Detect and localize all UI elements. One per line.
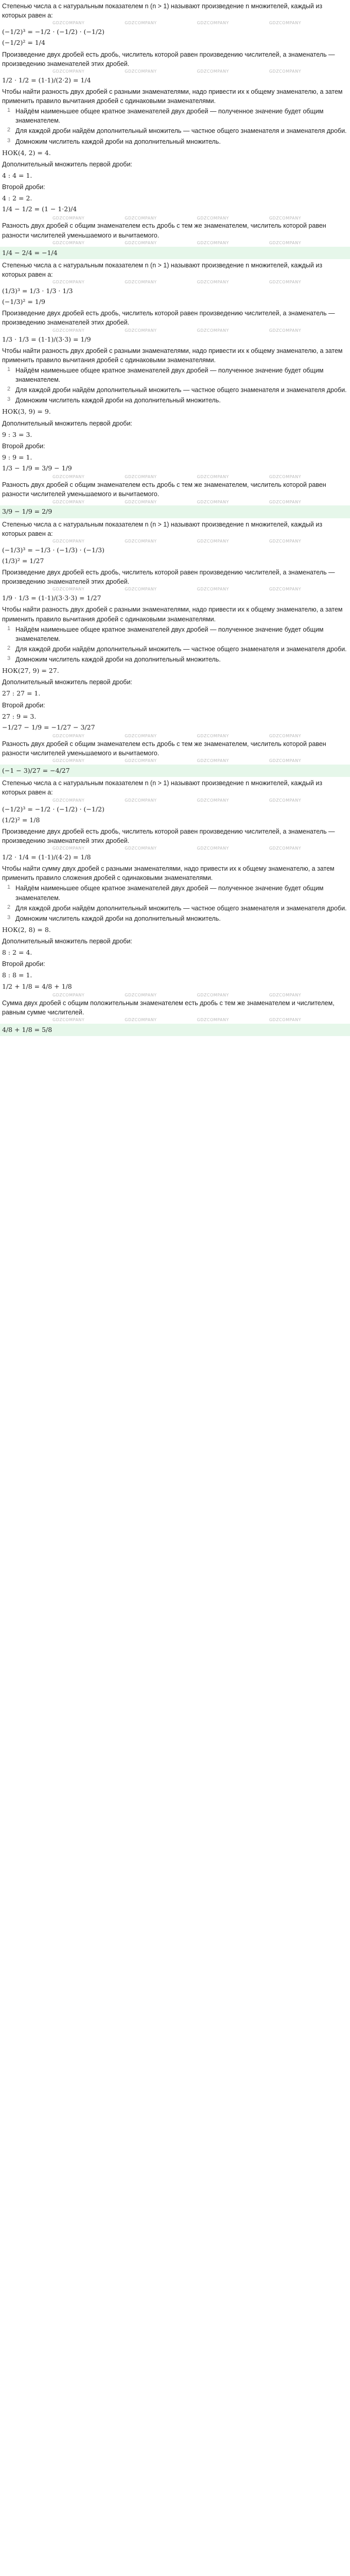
watermark: GDZCOMPANY <box>197 69 229 74</box>
rule-item <box>7 106 348 126</box>
fraction-calc: 1/3 − 1/9 = 3/9 − 1/9 <box>2 464 72 472</box>
rule-list <box>2 883 348 924</box>
watermark: GDZCOMPANY <box>125 215 157 221</box>
rule-text: Найдём наименьшее общее кратное знаменателей двух дробей — полученное значение будет общим знаменателем. <box>15 108 324 125</box>
fraction-calc: −1/27 − 1/9 = −1/27 − 3/27 <box>2 723 95 731</box>
rule-number: 1 <box>7 884 11 891</box>
watermark: GDZCOMPANY <box>52 758 85 764</box>
watermark-row <box>2 993 348 998</box>
rule-list <box>2 365 348 406</box>
common-denominator-intro: Чтобы найти разность двух дробей с разными знаменателями, надо привести их к общему знаменателю, а затем применить правило вычитания дробей с одинаковыми знаменателями. <box>2 88 343 105</box>
answer-box: 3/9 − 1/9 = 2/9 <box>0 505 350 518</box>
first-multiplier-label: Дополнительный множитель первой дроби: <box>2 679 132 686</box>
watermark: GDZCOMPANY <box>269 538 302 544</box>
product-calc: 1/2 · 1/4 = (1·1)/(4·2) = 1/8 <box>2 853 91 861</box>
rule-item <box>7 654 348 665</box>
watermark: GDZCOMPANY <box>269 499 302 504</box>
rule-item <box>7 365 348 385</box>
watermark: GDZCOMPANY <box>125 240 157 245</box>
watermark: GDZCOMPANY <box>52 798 85 803</box>
watermark: GDZCOMPANY <box>197 846 229 851</box>
watermark: GDZCOMPANY <box>269 846 302 851</box>
same-denominator-rule: Разность двух дробей с общим знаменателем есть дробь с тем же знаменателем, числитель которой равен разности числителей уменьшаемого и вычитаемого. <box>2 222 326 239</box>
power-expansion: (−1/2)³ = −1/2 · (−1/2) · (−1/2) <box>2 28 104 36</box>
watermark: GDZCOMPANY <box>52 240 85 245</box>
rule-text: Для каждой дроби найдём дополнительный множитель — частное общего знаменателя и знаменателя дроби. <box>15 904 347 912</box>
rule-item <box>7 903 348 913</box>
rule-number: 1 <box>7 107 11 114</box>
rule-number: 1 <box>7 366 11 372</box>
watermark: GDZCOMPANY <box>125 21 157 26</box>
watermark-row <box>2 734 348 739</box>
answer-box: (−1 − 3)/27 = −4/27 <box>0 765 350 777</box>
watermark-row <box>2 474 348 480</box>
rule-item <box>7 395 348 405</box>
rule-number: 2 <box>7 386 11 393</box>
rule-number: 3 <box>7 914 11 921</box>
watermark: GDZCOMPANY <box>52 69 85 74</box>
product-rule: Произведение двух дробей есть дробь, числитель которой равен произведению числителей, а знаменатель — произведению знаменателей этих дробей. <box>2 569 335 586</box>
power-definition: Степенью числа a с натуральным показателем n (n > 1) называют произведение n множителей, каждый из которых равен a: <box>2 779 323 796</box>
watermark: GDZCOMPANY <box>125 328 157 333</box>
power-expansion: (1/3)³ = 1/3 · 1/3 · 1/3 <box>2 287 73 295</box>
rule-text: Домножим числитель каждой дроби на дополнительный множитель. <box>15 397 221 404</box>
common-denominator-intro: Чтобы найти разность двух дробей с разными знаменателями, надо привести их к общему знаменателю, а затем применить правило вычитания дробей с одинаковыми знаменателями. <box>2 606 343 623</box>
watermark-row <box>2 69 348 74</box>
rule-text: Для каждой дроби найдём дополнительный множитель — частное общего знаменателя и знаменателя дроби. <box>15 386 347 394</box>
product-calc: 1/9 · 1/3 = (1·1)/(3·3·3) = 1/27 <box>2 594 101 602</box>
rule-number: 3 <box>7 655 11 662</box>
rule-list <box>2 624 348 665</box>
power-expansion: (1/3)² = 1/27 <box>2 556 44 565</box>
watermark: GDZCOMPANY <box>269 280 302 285</box>
solution-block-1 <box>2 1 348 259</box>
power-expansion: (−1/2)² = 1/4 <box>2 39 45 47</box>
watermark: GDZCOMPANY <box>125 280 157 285</box>
second-multiplier-label: Второй дроби: <box>2 701 45 709</box>
watermark: GDZCOMPANY <box>125 538 157 544</box>
watermark: GDZCOMPANY <box>52 328 85 333</box>
watermark: GDZCOMPANY <box>197 499 229 504</box>
first-multiplier-label: Дополнительный множитель первой дроби: <box>2 938 132 945</box>
watermark: GDZCOMPANY <box>269 215 302 221</box>
watermark: GDZCOMPANY <box>125 992 157 997</box>
rule-item <box>7 883 348 903</box>
watermark-row <box>2 215 348 221</box>
second-multiplier-label: Второй дроби: <box>2 960 45 968</box>
watermark: GDZCOMPANY <box>125 69 157 74</box>
rule-text: Домножим числитель каждой дроби на дополнительный множитель. <box>15 656 221 663</box>
watermark-row <box>2 328 348 333</box>
fraction-calc: 1/4 − 1/2 = (1 − 1·2)/4 <box>2 205 77 213</box>
rule-item <box>7 137 348 147</box>
fraction-calc: 1/2 + 1/8 = 4/8 + 1/8 <box>2 982 72 990</box>
watermark: GDZCOMPANY <box>197 992 229 997</box>
common-denominator-intro: Чтобы найти сумму двух дробей с разными знаменателями, надо привести их к общему знаменателю, а затем применить правило сложения дробей с одинаковыми знаменателями. <box>2 865 335 882</box>
product-rule: Произведение двух дробей есть дробь, числитель которой равен произведению числителей, а знаменатель — произведению знаменателей этих дробей. <box>2 310 335 327</box>
solution-block-2 <box>2 260 348 518</box>
watermark: GDZCOMPANY <box>269 328 302 333</box>
same-denominator-rule: Разность двух дробей с общим знаменателем есть дробь с тем же знаменателем, числитель которой равен разности числителей уменьшаемого и вычитаемого. <box>2 481 326 498</box>
answer-box: 1/4 − 2/4 = −1/4 <box>0 247 350 259</box>
watermark: GDZCOMPANY <box>197 587 229 592</box>
watermark: GDZCOMPANY <box>269 758 302 764</box>
watermark: GDZCOMPANY <box>125 846 157 851</box>
common-denominator-intro: Чтобы найти разность двух дробей с разными знаменателями, надо привести их к общему знаменателю, а затем применить правило вычитания дробей с одинаковыми знаменателями. <box>2 347 343 364</box>
solution-block-3 <box>2 519 348 777</box>
rule-item <box>7 624 348 644</box>
power-expansion: (1/2)² = 1/8 <box>2 816 40 824</box>
rule-text: Найдём наименьшее общее кратное знаменателей двух дробей — полученное значение будет общим знаменателем. <box>15 366 324 383</box>
rule-text: Найдём наименьшее общее кратное знаменателей двух дробей — полученное значение будет общим знаменателем. <box>15 625 324 642</box>
lcm-value: НОК(4, 2) = 4. <box>2 148 51 157</box>
watermark: GDZCOMPANY <box>197 758 229 764</box>
rule-number: 3 <box>7 396 11 403</box>
watermark: GDZCOMPANY <box>52 538 85 544</box>
power-expansion: (−1/3)² = 1/9 <box>2 298 45 306</box>
rule-number: 3 <box>7 137 11 144</box>
watermark-row <box>2 499 348 504</box>
watermark: GDZCOMPANY <box>125 587 157 592</box>
solution-block-4 <box>2 778 348 1036</box>
same-denominator-rule: Сумма двух дробей с общим положительным знаменателем есть дробь с тем же знаменателем и числителем, равным сумме числителей. <box>2 999 335 1016</box>
watermark: GDZCOMPANY <box>125 1018 157 1023</box>
watermark: GDZCOMPANY <box>125 474 157 480</box>
watermark: GDZCOMPANY <box>197 538 229 544</box>
watermark: GDZCOMPANY <box>197 21 229 26</box>
first-multiplier-label: Дополнительный множитель первой дроби: <box>2 419 132 427</box>
lcm-value: НОК(3, 9) = 9. <box>2 408 51 416</box>
watermark: GDZCOMPANY <box>197 280 229 285</box>
watermark: GDZCOMPANY <box>197 240 229 245</box>
product-rule: Произведение двух дробей есть дробь, числитель которой равен произведению числителей, а знаменатель — произведению знаменателей этих дробей. <box>2 827 335 844</box>
first-multiplier: 9 : 3 = 3. <box>2 430 32 438</box>
lcm-value: НОК(27, 9) = 27. <box>2 667 59 675</box>
watermark-row <box>2 539 348 544</box>
same-denominator-rule: Разность двух дробей с общим знаменателем есть дробь с тем же знаменателем, числитель которой равен разности числителей уменьшаемого и вычитаемого. <box>2 740 326 757</box>
first-multiplier: 8 : 2 = 4. <box>2 948 32 957</box>
rule-number: 2 <box>7 645 11 651</box>
watermark-row <box>2 21 348 26</box>
watermark: GDZCOMPANY <box>269 798 302 803</box>
watermark: GDZCOMPANY <box>52 215 85 221</box>
second-multiplier-label: Второй дроби: <box>2 442 45 450</box>
power-definition: Степенью числа a с натуральным показателем n (n > 1) называют произведение n множителей, каждый из которых равен a: <box>2 261 323 278</box>
watermark: GDZCOMPANY <box>52 992 85 997</box>
rule-item <box>7 385 348 395</box>
watermark: GDZCOMPANY <box>197 1018 229 1023</box>
rule-number: 1 <box>7 625 11 632</box>
watermark: GDZCOMPANY <box>125 734 157 739</box>
watermark-row <box>2 587 348 592</box>
rule-text: Домножим числитель каждой дроби на дополнительный множитель. <box>15 138 221 145</box>
rule-text: Найдём наименьшее общее кратное знаменателей двух дробей — полученное значение будет общим знаменателем. <box>15 885 324 902</box>
power-expansion: (−1/2)³ = −1/2 · (−1/2) · (−1/2) <box>2 805 104 813</box>
watermark-row <box>2 758 348 764</box>
watermark: GDZCOMPANY <box>197 798 229 803</box>
answer-box: 4/8 + 1/8 = 5/8 <box>0 1024 350 1036</box>
rule-text: Домножим числитель каждой дроби на дополнительный множитель. <box>15 914 221 922</box>
rule-text: Для каждой дроби найдём дополнительный множитель — частное общего знаменателя и знаменателя дроби. <box>15 645 347 653</box>
lcm-value: НОК(2, 8) = 8. <box>2 925 51 934</box>
product-calc: 1/2 · 1/2 = (1·1)/(2·2) = 1/4 <box>2 76 91 84</box>
power-definition: Степенью числа a с натуральным показателем n (n > 1) называют произведение n множителей, каждый из которых равен a: <box>2 520 323 537</box>
first-multiplier: 4 : 4 = 1. <box>2 171 32 179</box>
rule-number: 2 <box>7 127 11 133</box>
power-expansion: (−1/3)³ = −1/3 · (−1/3) · (−1/3) <box>2 546 104 554</box>
product-calc: 1/3 · 1/3 = (1·1)/(3·3) = 1/9 <box>2 335 91 343</box>
watermark: GDZCOMPANY <box>125 499 157 504</box>
first-multiplier: 27 : 27 = 1. <box>2 689 41 698</box>
watermark: GDZCOMPANY <box>269 474 302 480</box>
watermark: GDZCOMPANY <box>269 734 302 739</box>
watermark: GDZCOMPANY <box>197 215 229 221</box>
watermark: GDZCOMPANY <box>269 587 302 592</box>
watermark: GDZCOMPANY <box>197 734 229 739</box>
watermark-row <box>2 846 348 851</box>
watermark: GDZCOMPANY <box>269 240 302 245</box>
watermark: GDZCOMPANY <box>197 474 229 480</box>
second-multiplier: 9 : 9 = 1. <box>2 453 32 461</box>
watermark: GDZCOMPANY <box>269 992 302 997</box>
solution-page <box>0 0 350 1036</box>
first-multiplier-label: Дополнительный множитель первой дроби: <box>2 160 132 168</box>
watermark-row <box>2 798 348 803</box>
rule-item <box>7 913 348 924</box>
watermark: GDZCOMPANY <box>125 798 157 803</box>
watermark: GDZCOMPANY <box>125 758 157 764</box>
second-multiplier: 27 : 9 = 3. <box>2 712 37 720</box>
watermark: GDZCOMPANY <box>269 1018 302 1023</box>
watermark: GDZCOMPANY <box>197 328 229 333</box>
rule-item <box>7 126 348 136</box>
second-multiplier-label: Второй дроби: <box>2 183 45 191</box>
rule-item <box>7 644 348 654</box>
watermark: GDZCOMPANY <box>52 474 85 480</box>
watermark: GDZCOMPANY <box>52 846 85 851</box>
rule-text: Для каждой дроби найдём дополнительный множитель — частное общего знаменателя и знаменателя дроби. <box>15 127 347 135</box>
watermark: GDZCOMPANY <box>269 69 302 74</box>
second-multiplier: 4 : 2 = 2. <box>2 194 32 202</box>
rule-list <box>2 106 348 147</box>
watermark-row <box>2 1018 348 1023</box>
rule-number: 2 <box>7 904 11 910</box>
second-multiplier: 8 : 8 = 1. <box>2 971 32 979</box>
product-rule: Произведение двух дробей есть дробь, числитель которой равен произведению числителей, а знаменатель — произведению знаменателей этих дробей. <box>2 50 335 67</box>
watermark: GDZCOMPANY <box>52 1018 85 1023</box>
watermark: GDZCOMPANY <box>52 280 85 285</box>
watermark: GDZCOMPANY <box>269 21 302 26</box>
watermark: GDZCOMPANY <box>52 21 85 26</box>
watermark-row <box>2 280 348 285</box>
power-definition: Степенью числа a с натуральным показателем n (n > 1) называют произведение n множителей, каждый из которых равен a: <box>2 3 323 20</box>
watermark: GDZCOMPANY <box>52 499 85 504</box>
watermark: GDZCOMPANY <box>52 734 85 739</box>
watermark: GDZCOMPANY <box>52 587 85 592</box>
watermark-row <box>2 241 348 246</box>
